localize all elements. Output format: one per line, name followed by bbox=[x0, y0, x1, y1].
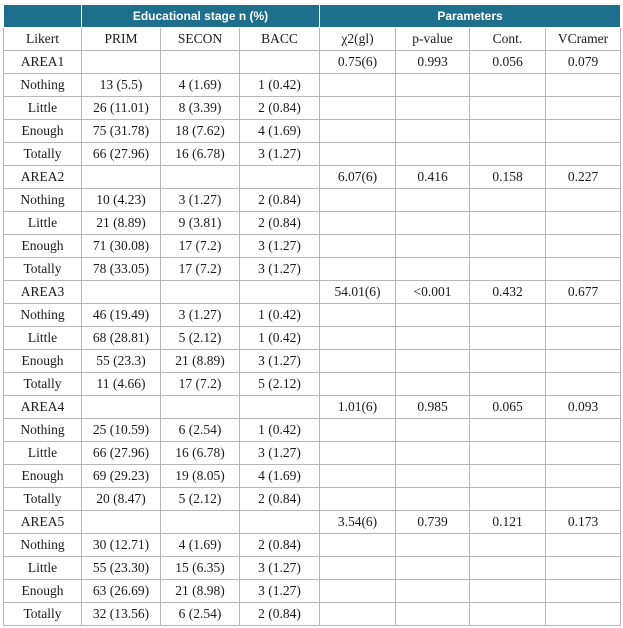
table-body bbox=[4, 51, 621, 626]
secon-cell: 17 (7.2) bbox=[161, 235, 240, 258]
p-value: 0.985 bbox=[396, 396, 470, 419]
p-empty-cell bbox=[396, 120, 470, 143]
likert-row bbox=[4, 212, 621, 235]
p-value: 0.739 bbox=[396, 511, 470, 534]
likert-row bbox=[4, 143, 621, 166]
cont-empty-cell bbox=[470, 419, 546, 442]
prim-cell bbox=[82, 51, 161, 74]
col-header-likert: Likert bbox=[4, 28, 82, 51]
prim-cell bbox=[82, 166, 161, 189]
likert-row bbox=[4, 258, 621, 281]
p-empty-cell bbox=[396, 580, 470, 603]
p-empty-cell bbox=[396, 373, 470, 396]
area-row bbox=[4, 166, 621, 189]
col-header-vcramer: VCramer bbox=[546, 28, 621, 51]
secon-cell: 5 (2.12) bbox=[161, 488, 240, 511]
likert-label: Totally bbox=[4, 373, 82, 396]
area-name: AREA5 bbox=[4, 511, 82, 534]
chi2-empty-cell bbox=[320, 373, 396, 396]
secon-cell: 16 (6.78) bbox=[161, 143, 240, 166]
likert-row bbox=[4, 120, 621, 143]
cont-empty-cell bbox=[470, 465, 546, 488]
prim-cell: 20 (8.47) bbox=[82, 488, 161, 511]
p-value: 0.993 bbox=[396, 51, 470, 74]
vcramer-empty-cell bbox=[546, 350, 621, 373]
area-row bbox=[4, 511, 621, 534]
p-empty-cell bbox=[396, 212, 470, 235]
area-row bbox=[4, 281, 621, 304]
likert-row bbox=[4, 97, 621, 120]
secon-cell: 6 (2.54) bbox=[161, 603, 240, 626]
chi2-empty-cell bbox=[320, 350, 396, 373]
cont-empty-cell bbox=[470, 327, 546, 350]
vcramer-empty-cell bbox=[546, 74, 621, 97]
cont-empty-cell bbox=[470, 235, 546, 258]
cont-empty-cell bbox=[470, 534, 546, 557]
vcramer-empty-cell bbox=[546, 419, 621, 442]
cont-empty-cell bbox=[470, 442, 546, 465]
vcramer-value: 0.677 bbox=[546, 281, 621, 304]
prim-cell: 55 (23.30) bbox=[82, 557, 161, 580]
prim-cell: 13 (5.5) bbox=[82, 74, 161, 97]
col-header-prim: PRIM bbox=[82, 28, 161, 51]
bacc-cell: 1 (0.42) bbox=[240, 74, 320, 97]
vcramer-empty-cell bbox=[546, 258, 621, 281]
vcramer-value: 0.079 bbox=[546, 51, 621, 74]
chi2-empty-cell bbox=[320, 327, 396, 350]
bacc-cell: 3 (1.27) bbox=[240, 143, 320, 166]
bacc-cell: 2 (0.84) bbox=[240, 212, 320, 235]
chi2-empty-cell bbox=[320, 97, 396, 120]
p-empty-cell bbox=[396, 350, 470, 373]
secon-cell: 6 (2.54) bbox=[161, 419, 240, 442]
cont-empty-cell bbox=[470, 212, 546, 235]
secon-cell: 15 (6.35) bbox=[161, 557, 240, 580]
likert-label: Totally bbox=[4, 258, 82, 281]
chi2-empty-cell bbox=[320, 258, 396, 281]
cont-value: 0.121 bbox=[470, 511, 546, 534]
likert-label: Nothing bbox=[4, 534, 82, 557]
likert-label: Totally bbox=[4, 143, 82, 166]
chi2-empty-cell bbox=[320, 120, 396, 143]
bacc-cell: 4 (1.69) bbox=[240, 120, 320, 143]
prim-cell: 21 (8.89) bbox=[82, 212, 161, 235]
cont-empty-cell bbox=[470, 350, 546, 373]
secon-cell: 16 (6.78) bbox=[161, 442, 240, 465]
chi2-value: 54.01(6) bbox=[320, 281, 396, 304]
bacc-cell: 5 (2.12) bbox=[240, 373, 320, 396]
p-empty-cell bbox=[396, 189, 470, 212]
area-name: AREA4 bbox=[4, 396, 82, 419]
cont-empty-cell bbox=[470, 143, 546, 166]
area-row bbox=[4, 396, 621, 419]
likert-label: Enough bbox=[4, 350, 82, 373]
likert-row bbox=[4, 580, 621, 603]
cont-value: 0.056 bbox=[470, 51, 546, 74]
vcramer-empty-cell bbox=[546, 235, 621, 258]
p-empty-cell bbox=[396, 304, 470, 327]
vcramer-empty-cell bbox=[546, 189, 621, 212]
p-empty-cell bbox=[396, 327, 470, 350]
likert-row bbox=[4, 235, 621, 258]
p-empty-cell bbox=[396, 258, 470, 281]
likert-label: Nothing bbox=[4, 304, 82, 327]
p-value: 0.416 bbox=[396, 166, 470, 189]
secon-cell: 17 (7.2) bbox=[161, 258, 240, 281]
p-empty-cell bbox=[396, 603, 470, 626]
p-empty-cell bbox=[396, 557, 470, 580]
vcramer-empty-cell bbox=[546, 557, 621, 580]
chi2-empty-cell bbox=[320, 580, 396, 603]
column-header-row bbox=[4, 28, 621, 51]
educational-stage-header: Educational stage n (%) bbox=[82, 5, 320, 28]
likert-row bbox=[4, 465, 621, 488]
prim-cell: 30 (12.71) bbox=[82, 534, 161, 557]
prim-cell: 55 (23.3) bbox=[82, 350, 161, 373]
bacc-cell: 3 (1.27) bbox=[240, 557, 320, 580]
bacc-cell: 3 (1.27) bbox=[240, 350, 320, 373]
vcramer-empty-cell bbox=[546, 212, 621, 235]
vcramer-empty-cell bbox=[546, 97, 621, 120]
cont-value: 0.158 bbox=[470, 166, 546, 189]
prim-cell bbox=[82, 281, 161, 304]
chi2-empty-cell bbox=[320, 189, 396, 212]
likert-label: Totally bbox=[4, 488, 82, 511]
p-value: <0.001 bbox=[396, 281, 470, 304]
chi2-empty-cell bbox=[320, 465, 396, 488]
area-name: AREA2 bbox=[4, 166, 82, 189]
likert-row bbox=[4, 488, 621, 511]
prim-cell: 78 (33.05) bbox=[82, 258, 161, 281]
secon-cell: 8 (3.39) bbox=[161, 97, 240, 120]
empty-corner-cell bbox=[4, 5, 82, 28]
secon-cell bbox=[161, 396, 240, 419]
vcramer-value: 0.173 bbox=[546, 511, 621, 534]
bacc-cell bbox=[240, 51, 320, 74]
chi2-empty-cell bbox=[320, 143, 396, 166]
vcramer-empty-cell bbox=[546, 120, 621, 143]
likert-row bbox=[4, 74, 621, 97]
p-empty-cell bbox=[396, 488, 470, 511]
vcramer-empty-cell bbox=[546, 373, 621, 396]
chi2-empty-cell bbox=[320, 212, 396, 235]
bacc-cell bbox=[240, 281, 320, 304]
likert-row bbox=[4, 442, 621, 465]
prim-cell: 46 (19.49) bbox=[82, 304, 161, 327]
prim-cell: 63 (26.69) bbox=[82, 580, 161, 603]
cont-value: 0.065 bbox=[470, 396, 546, 419]
chi2-empty-cell bbox=[320, 442, 396, 465]
area-name: AREA1 bbox=[4, 51, 82, 74]
p-empty-cell bbox=[396, 442, 470, 465]
prim-cell: 11 (4.66) bbox=[82, 373, 161, 396]
col-header-secon: SECON bbox=[161, 28, 240, 51]
likert-row bbox=[4, 350, 621, 373]
bacc-cell: 3 (1.27) bbox=[240, 235, 320, 258]
vcramer-empty-cell bbox=[546, 580, 621, 603]
prim-cell bbox=[82, 396, 161, 419]
bacc-cell: 2 (0.84) bbox=[240, 97, 320, 120]
likert-label: Little bbox=[4, 442, 82, 465]
likert-row bbox=[4, 557, 621, 580]
chi2-value: 6.07(6) bbox=[320, 166, 396, 189]
cont-value: 0.432 bbox=[470, 281, 546, 304]
bacc-cell: 2 (0.84) bbox=[240, 189, 320, 212]
secon-cell bbox=[161, 166, 240, 189]
vcramer-empty-cell bbox=[546, 603, 621, 626]
secon-cell: 19 (8.05) bbox=[161, 465, 240, 488]
likert-label: Little bbox=[4, 557, 82, 580]
secon-cell: 4 (1.69) bbox=[161, 74, 240, 97]
secon-cell bbox=[161, 281, 240, 304]
chi2-value: 3.54(6) bbox=[320, 511, 396, 534]
likert-label: Nothing bbox=[4, 189, 82, 212]
p-empty-cell bbox=[396, 97, 470, 120]
cont-empty-cell bbox=[470, 258, 546, 281]
likert-label: Enough bbox=[4, 465, 82, 488]
col-header-bacc: BACC bbox=[240, 28, 320, 51]
likert-row bbox=[4, 603, 621, 626]
likert-label: Nothing bbox=[4, 419, 82, 442]
likert-label: Enough bbox=[4, 120, 82, 143]
group-header-row bbox=[4, 5, 621, 28]
likert-row bbox=[4, 327, 621, 350]
results-table bbox=[3, 4, 621, 626]
likert-row bbox=[4, 419, 621, 442]
bacc-cell: 2 (0.84) bbox=[240, 488, 320, 511]
bacc-cell: 4 (1.69) bbox=[240, 465, 320, 488]
likert-row bbox=[4, 534, 621, 557]
prim-cell bbox=[82, 511, 161, 534]
secon-cell: 21 (8.89) bbox=[161, 350, 240, 373]
p-empty-cell bbox=[396, 465, 470, 488]
secon-cell: 17 (7.2) bbox=[161, 373, 240, 396]
prim-cell: 71 (30.08) bbox=[82, 235, 161, 258]
cont-empty-cell bbox=[470, 603, 546, 626]
area-row bbox=[4, 51, 621, 74]
p-empty-cell bbox=[396, 143, 470, 166]
secon-cell: 4 (1.69) bbox=[161, 534, 240, 557]
likert-label: Enough bbox=[4, 580, 82, 603]
prim-cell: 66 (27.96) bbox=[82, 143, 161, 166]
p-empty-cell bbox=[396, 74, 470, 97]
vcramer-value: 0.227 bbox=[546, 166, 621, 189]
vcramer-empty-cell bbox=[546, 442, 621, 465]
likert-label: Little bbox=[4, 327, 82, 350]
cont-empty-cell bbox=[470, 580, 546, 603]
bacc-cell: 2 (0.84) bbox=[240, 603, 320, 626]
vcramer-empty-cell bbox=[546, 327, 621, 350]
vcramer-empty-cell bbox=[546, 143, 621, 166]
bacc-cell bbox=[240, 511, 320, 534]
secon-cell: 3 (1.27) bbox=[161, 304, 240, 327]
likert-label: Enough bbox=[4, 235, 82, 258]
vcramer-empty-cell bbox=[546, 304, 621, 327]
bacc-cell: 3 (1.27) bbox=[240, 442, 320, 465]
parameters-header: Parameters bbox=[320, 5, 621, 28]
col-header-pvalue: p-value bbox=[396, 28, 470, 51]
bacc-cell bbox=[240, 396, 320, 419]
col-header-cont: Cont. bbox=[470, 28, 546, 51]
cont-empty-cell bbox=[470, 189, 546, 212]
chi2-empty-cell bbox=[320, 74, 396, 97]
prim-cell: 66 (27.96) bbox=[82, 442, 161, 465]
secon-cell: 18 (7.62) bbox=[161, 120, 240, 143]
vcramer-empty-cell bbox=[546, 465, 621, 488]
likert-row bbox=[4, 373, 621, 396]
likert-label: Little bbox=[4, 212, 82, 235]
chi2-empty-cell bbox=[320, 304, 396, 327]
likert-row bbox=[4, 189, 621, 212]
bacc-cell: 1 (0.42) bbox=[240, 304, 320, 327]
p-empty-cell bbox=[396, 419, 470, 442]
cont-empty-cell bbox=[470, 557, 546, 580]
cont-empty-cell bbox=[470, 373, 546, 396]
vcramer-value: 0.093 bbox=[546, 396, 621, 419]
area-name: AREA3 bbox=[4, 281, 82, 304]
prim-cell: 68 (28.81) bbox=[82, 327, 161, 350]
chi2-empty-cell bbox=[320, 488, 396, 511]
cont-empty-cell bbox=[470, 304, 546, 327]
bacc-cell: 3 (1.27) bbox=[240, 580, 320, 603]
cont-empty-cell bbox=[470, 74, 546, 97]
bacc-cell bbox=[240, 166, 320, 189]
bacc-cell: 1 (0.42) bbox=[240, 419, 320, 442]
vcramer-empty-cell bbox=[546, 534, 621, 557]
likert-label: Totally bbox=[4, 603, 82, 626]
likert-row bbox=[4, 304, 621, 327]
col-header-chi2: χ2(gl) bbox=[320, 28, 396, 51]
secon-cell: 21 (8.98) bbox=[161, 580, 240, 603]
vcramer-empty-cell bbox=[546, 488, 621, 511]
secon-cell bbox=[161, 51, 240, 74]
secon-cell: 9 (3.81) bbox=[161, 212, 240, 235]
bacc-cell: 2 (0.84) bbox=[240, 534, 320, 557]
likert-label: Little bbox=[4, 97, 82, 120]
secon-cell: 5 (2.12) bbox=[161, 327, 240, 350]
prim-cell: 10 (4.23) bbox=[82, 189, 161, 212]
chi2-empty-cell bbox=[320, 534, 396, 557]
prim-cell: 25 (10.59) bbox=[82, 419, 161, 442]
chi2-empty-cell bbox=[320, 603, 396, 626]
prim-cell: 26 (11.01) bbox=[82, 97, 161, 120]
bacc-cell: 3 (1.27) bbox=[240, 258, 320, 281]
chi2-value: 1.01(6) bbox=[320, 396, 396, 419]
p-empty-cell bbox=[396, 534, 470, 557]
chi2-empty-cell bbox=[320, 419, 396, 442]
prim-cell: 32 (13.56) bbox=[82, 603, 161, 626]
p-empty-cell bbox=[396, 235, 470, 258]
cont-empty-cell bbox=[470, 120, 546, 143]
secon-cell: 3 (1.27) bbox=[161, 189, 240, 212]
likert-label: Nothing bbox=[4, 74, 82, 97]
cont-empty-cell bbox=[470, 488, 546, 511]
chi2-empty-cell bbox=[320, 557, 396, 580]
bacc-cell: 1 (0.42) bbox=[240, 327, 320, 350]
prim-cell: 75 (31.78) bbox=[82, 120, 161, 143]
cont-empty-cell bbox=[470, 97, 546, 120]
chi2-empty-cell bbox=[320, 235, 396, 258]
prim-cell: 69 (29.23) bbox=[82, 465, 161, 488]
chi2-value: 0.75(6) bbox=[320, 51, 396, 74]
secon-cell bbox=[161, 511, 240, 534]
